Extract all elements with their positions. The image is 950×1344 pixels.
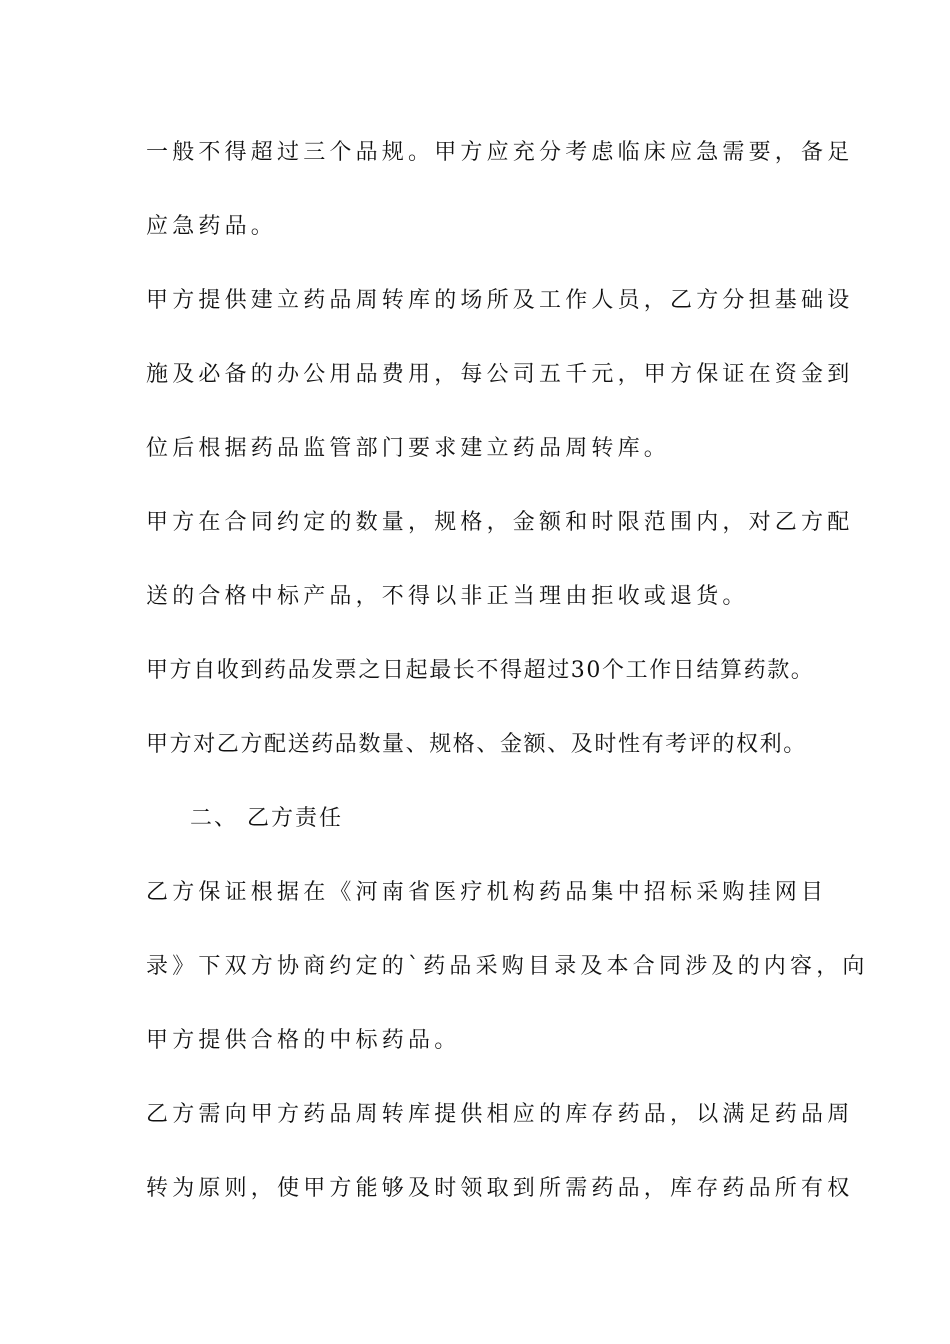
paragraph-line: 转为原则，使甲方能够及时领取到所需药品，库存药品所有权	[146, 1176, 854, 1201]
paragraph-line: 应急药品。	[146, 214, 278, 239]
paragraph-line: 甲方对乙方配送药品数量、规格、金额、及时性有考评的权利。	[146, 732, 807, 757]
paragraph-line: 送的合格中标产品，不得以非正当理由拒收或退货。	[146, 584, 749, 609]
paragraph-line: 施及必备的办公用品费用，每公司五千元，甲方保证在资金到	[146, 362, 854, 387]
paragraph-line: 位后根据药品监管部门要求建立药品周转库。	[146, 436, 671, 461]
paragraph-line: 一般不得超过三个品规。甲方应充分考虑临床应急需要，备足	[146, 140, 854, 165]
paragraph-line: 甲方自收到药品发票之日起最长不得超过30个工作日结算药款。	[146, 658, 815, 683]
section-heading: 二、 乙方责任	[190, 806, 343, 831]
paragraph-line: 乙方需向甲方药品周转库提供相应的库存药品，以满足药品周	[146, 1102, 854, 1127]
paragraph-line: 甲方在合同约定的数量，规格，金额和时限范围内，对乙方配	[146, 510, 854, 535]
paragraph-line: 乙方保证根据在《河南省医疗机构药品集中招标采购挂网目	[146, 880, 828, 905]
paragraph-line: 甲方提供合格的中标药品。	[146, 1028, 461, 1053]
paragraph-line: 录》下双方协商约定的`药品采购目录及本合同涉及的内容，向	[146, 954, 869, 979]
paragraph-line: 甲方提供建立药品周转库的场所及工作人员，乙方分担基础设	[146, 288, 854, 313]
